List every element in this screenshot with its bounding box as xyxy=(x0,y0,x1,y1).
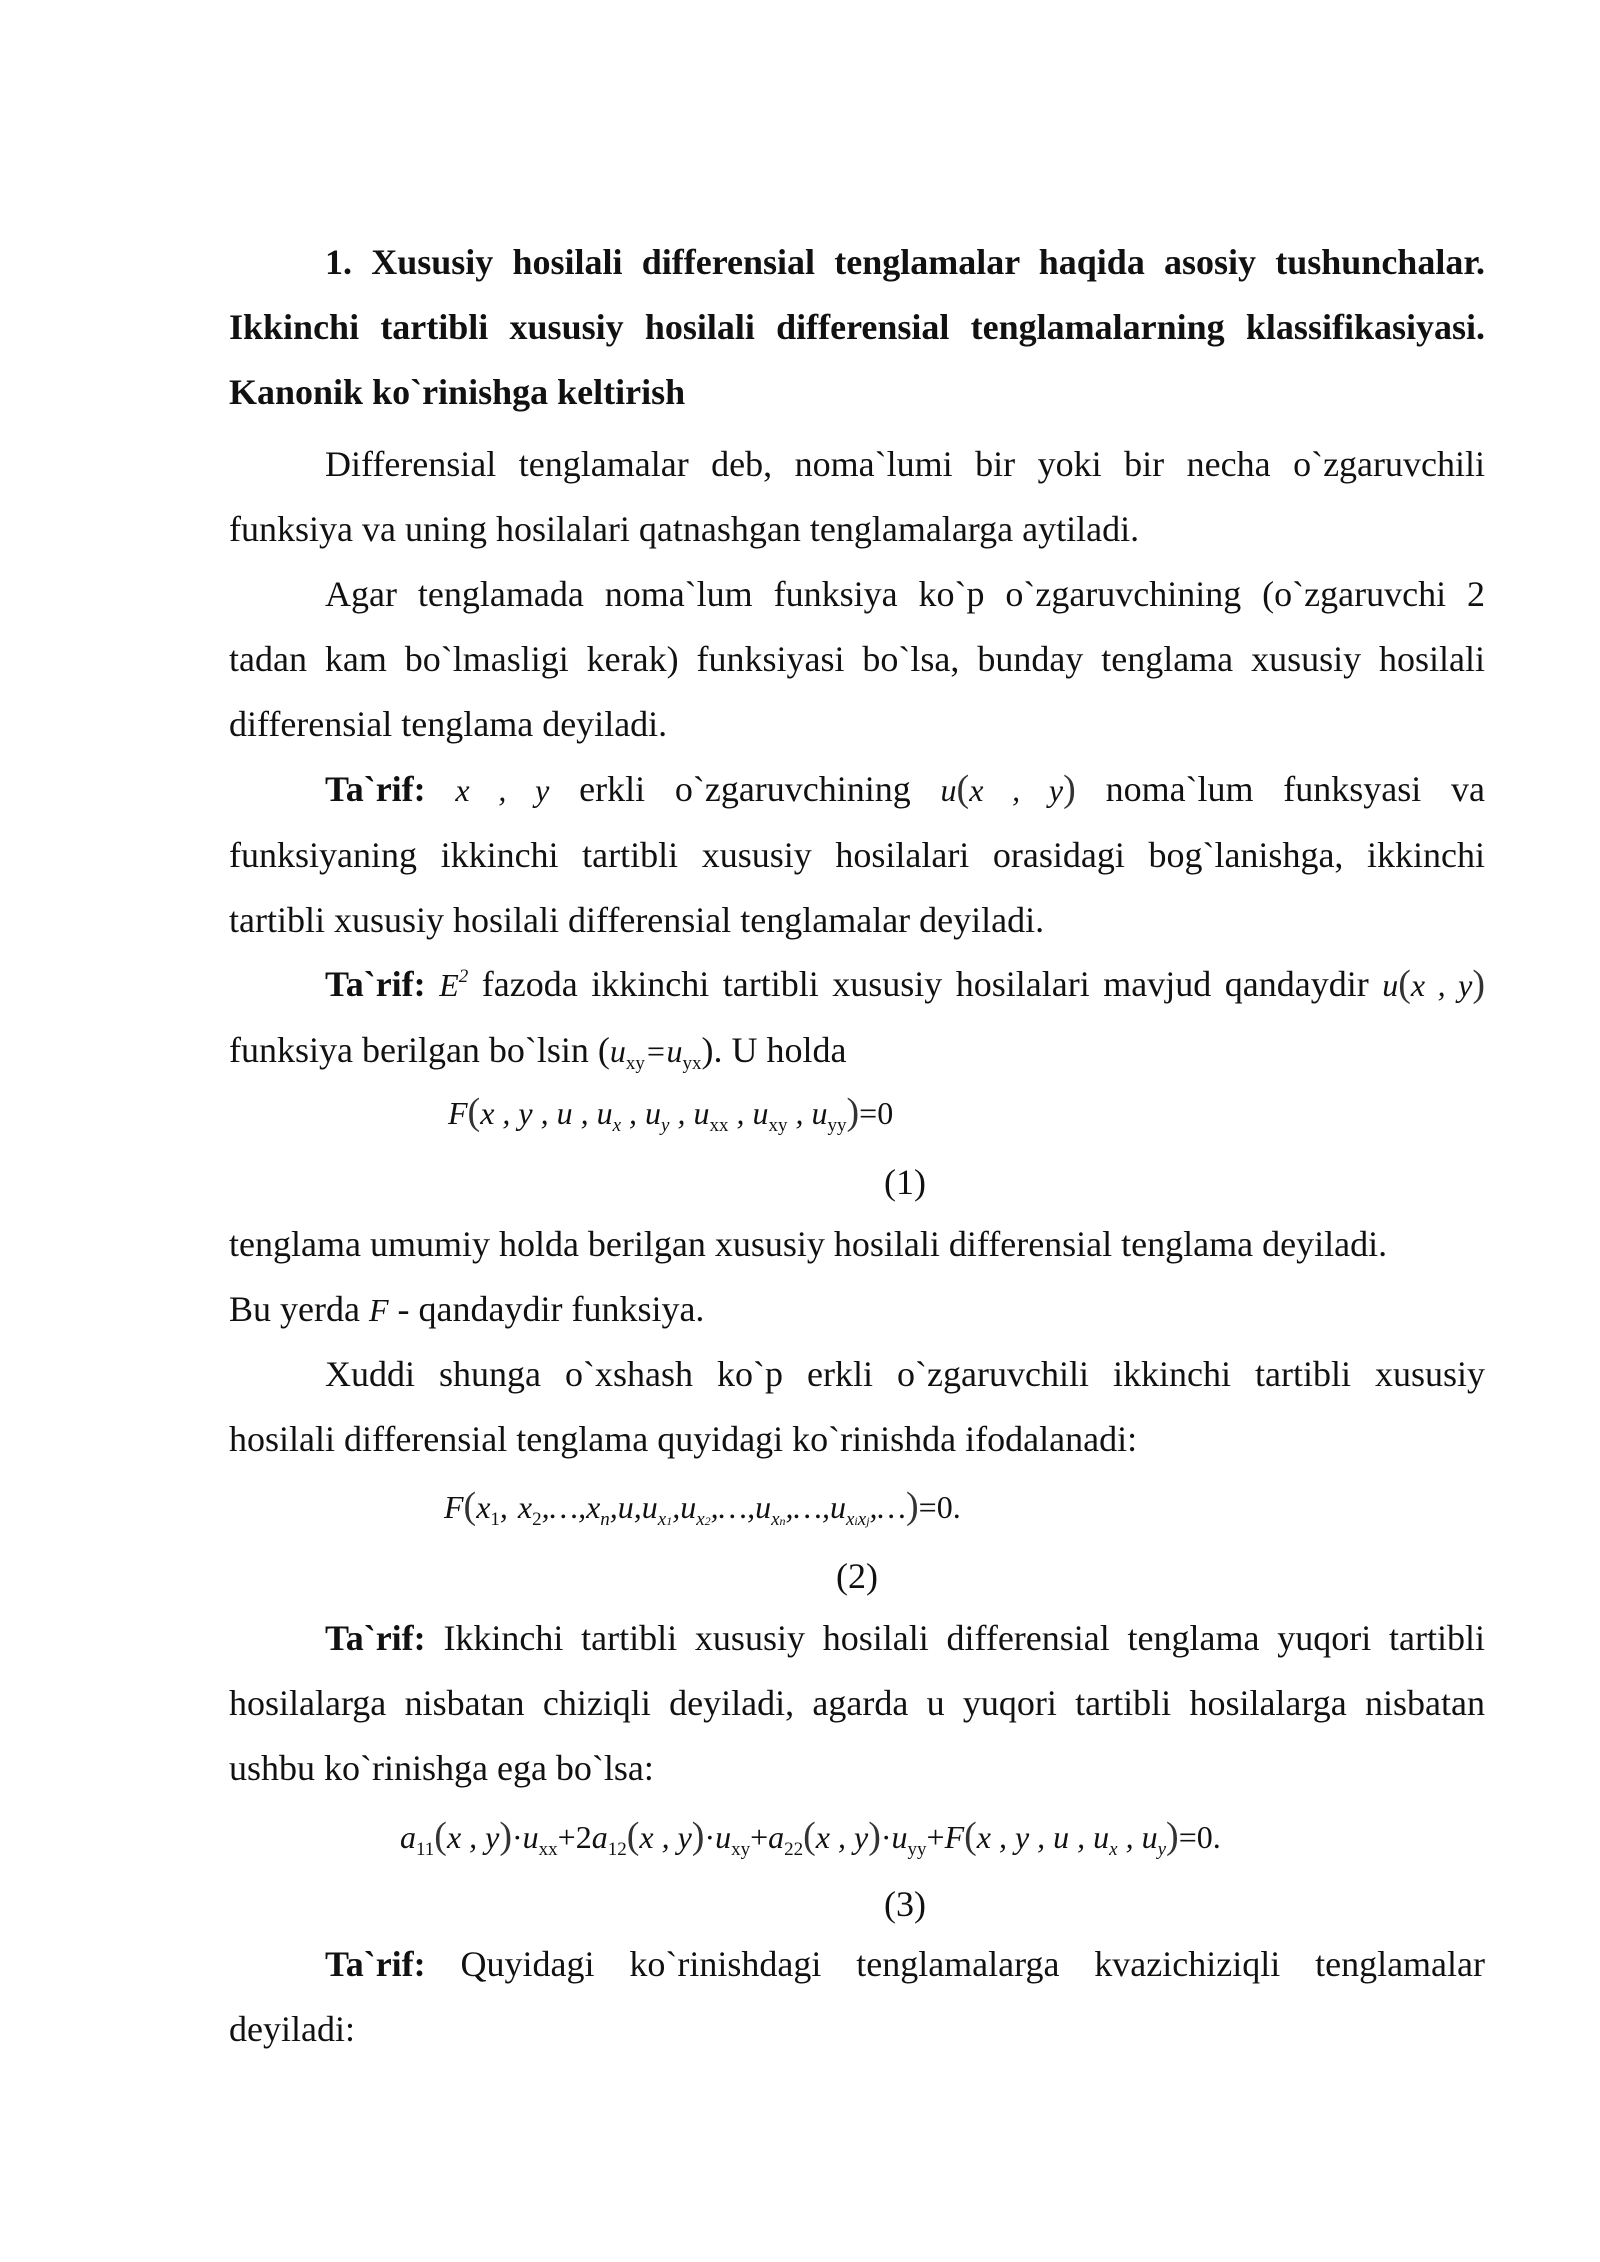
def3-line-3: ushbu ko`rinishga ega bo`lsa: xyxy=(229,1748,654,1788)
def1-text-a: erkli o`zgaruvchining xyxy=(579,769,911,809)
def2-label: Ta`rif: xyxy=(325,964,426,1004)
def2-space: $E^2$ xyxy=(439,966,469,1003)
def1-label: Ta`rif: xyxy=(325,769,426,809)
p2-line-1: Agar tenglamada noma`lum funksiya ko`p o`zgaruvchining (o`zgaruvchi 2 xyxy=(325,574,1485,614)
def4-line-1-text: Quyidagi ko`rinishdagi tenglamalarga kvazichiziqli tenglamalar xyxy=(460,1944,1486,1984)
p3-line-2: hosilali differensial tenglama quyidagi ko`rinishda ifodalanadi: xyxy=(229,1419,1138,1459)
def2-line-2 xyxy=(229,1018,1485,1084)
heading-line-1: 1. Xususiy hosilali differensial tenglamalar haqida asosiy tushunchalar. xyxy=(325,242,1485,282)
heading-line-3: Kanonik ko`rinishga keltirish xyxy=(229,372,686,412)
p3-line-1: Xuddi shunga o`xshash ko`p erkli o`zgaruvchili ikkinchi tartibli xususiy xyxy=(325,1354,1485,1394)
paragraph-2 xyxy=(229,562,1485,757)
p1-line-1: Differensial tenglamalar deb, noma`lumi bir yoki bir necha o`zgaruvchili xyxy=(325,444,1485,484)
equation-3-number: (3) xyxy=(884,1884,926,1924)
def4-line-1 xyxy=(229,1932,1485,1997)
p1-line-2: funksiya va uning hosilalari qatnashgan tenglamalarga aytiladi. xyxy=(229,509,1140,549)
paragraph-1 xyxy=(229,432,1485,562)
p2-line-2: tadan kam bo`lmasligi kerak) funksiyasi bo`lsa, bunday tenglama xususiy hosilali xyxy=(229,639,1485,679)
def1-line-2: funksiyaning ikkinchi tartibli xususiy hosilalari orasidagi bog`lanishga, ikkinchi xyxy=(229,835,1485,875)
definition-1 xyxy=(229,757,1485,953)
section-heading xyxy=(229,230,1485,425)
def2-line-2-tail: ). U holda xyxy=(701,1030,847,1070)
def2-line-1 xyxy=(229,952,1485,1018)
def1-vars: x , y xyxy=(455,772,550,808)
equation-1-number: (1) xyxy=(884,1162,926,1202)
def1-func: u(x , y) xyxy=(940,768,1076,810)
def3-line-2: hosilalarga nisbatan chiziqli deyiladi, agarda u yuqori tartibli hosilalarga nisbatan xyxy=(229,1683,1485,1723)
def1-line-3: tartibli xususiy hosilali differensial tenglamalar deyiladi. xyxy=(229,900,1045,940)
def4-label: Ta`rif: xyxy=(325,1944,426,1984)
def3-line-1-text: Ikkinchi tartibli xususiy hosilali differensial tenglama yuqori tartibli xyxy=(443,1618,1486,1658)
definition-4 xyxy=(229,1932,1485,2062)
def2-mixed-derivatives: $u_{xy}=u_{yx}$ xyxy=(609,1033,702,1074)
def3-label: Ta`rif: xyxy=(325,1618,426,1658)
heading-line-2: Ikkinchi tartibli xususiy hosilali differensial tenglamalarning klassifikasiyasi. xyxy=(229,307,1485,347)
p2-line-3: differensial tenglama deyiladi. xyxy=(229,704,668,744)
equation-2: $F(x_1$, $x_2,\dots,x_n,u,u_{x1},u_{x2},\dots,u_{xn},\dots,u_{xixj},\dots)=0$. xyxy=(444,1485,961,1530)
paragraph-3 xyxy=(229,1342,1485,1472)
def2-text-a: fazoda ikkinchi tartibli xususiy hosilalari mavjud qandaydir xyxy=(481,964,1369,1004)
equation-2-number: (2) xyxy=(836,1556,878,1596)
definition-3 xyxy=(229,1606,1485,1801)
definition-2 xyxy=(229,952,1485,1084)
def4-line-2: deyiladi: xyxy=(229,2009,355,2049)
after-equation-1 xyxy=(229,1212,1485,1343)
def1-text-b: noma`lum funksyasi va xyxy=(1105,769,1486,809)
equation-3: $a_{11}(x$ , $y)\cdot u_{xx}+2a_{12}(x$ , $y)\cdot u_{xy}+a_{22}(x$ , $y)\cdot u_{yy}+F(x$ , y , u , $u_x$ , $u_y)=0$. xyxy=(400,1815,1221,1860)
after1-line-2: Bu yerda F - qandaydir funksiya. xyxy=(229,1289,705,1329)
def2-line-2-text: funksiya berilgan bo`lsin ( xyxy=(229,1030,610,1070)
equation-1: F(x , y , u , $u_x$ , $u_y$ , $u_{xx}$ , $u_{xy}$ , $u_{yy})=0$ xyxy=(448,1091,894,1136)
after1-line-1: tenglama umumiy holda berilgan xususiy hosilali differensial tenglama deyiladi. xyxy=(229,1224,1388,1264)
def2-func: u(x , y) xyxy=(1382,963,1486,1005)
def3-line-1 xyxy=(229,1606,1485,1671)
def1-line-1 xyxy=(229,757,1485,823)
